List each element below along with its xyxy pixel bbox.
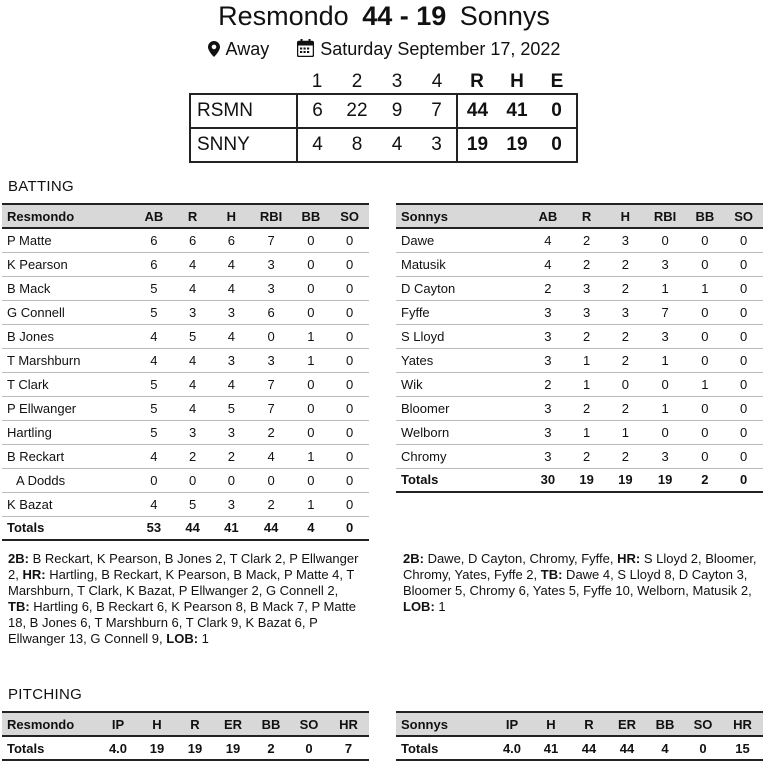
player-name: K Pearson bbox=[2, 252, 135, 276]
stat-cell: 4 bbox=[173, 276, 212, 300]
note-label: LOB: bbox=[166, 631, 199, 646]
stat-cell: 53 bbox=[135, 516, 174, 540]
stat-cell: 2 bbox=[529, 372, 568, 396]
stat-cell: 0 bbox=[330, 420, 369, 444]
stat-cell: 3 bbox=[251, 276, 292, 300]
stat-cell: 0 bbox=[685, 348, 724, 372]
stat-cell: 6 bbox=[251, 300, 292, 324]
stat-cell: 3 bbox=[173, 300, 212, 324]
note-label: TB: bbox=[540, 567, 563, 582]
errors-header: E bbox=[550, 70, 564, 92]
stat-cell: 44 bbox=[570, 736, 608, 760]
col-header: SO bbox=[724, 204, 763, 228]
batting-heading: BATTING bbox=[8, 178, 74, 195]
stat-cell: 2 bbox=[212, 444, 251, 468]
stat-cell: 3 bbox=[529, 348, 568, 372]
player-row bbox=[2, 444, 369, 468]
player-name: Wik bbox=[396, 372, 529, 396]
col-header: SO bbox=[330, 204, 369, 228]
stat-cell: 4 bbox=[529, 252, 568, 276]
player-row bbox=[2, 228, 369, 252]
stat-cell: 0 bbox=[724, 420, 763, 444]
final-score: 44 - 19 bbox=[362, 1, 447, 31]
stat-cell: 0 bbox=[251, 468, 292, 492]
stat-cell: 2 bbox=[606, 252, 645, 276]
stat-cell: 4 bbox=[291, 516, 330, 540]
stat-cell: 2 bbox=[252, 736, 290, 760]
stat-cell: 5 bbox=[135, 420, 174, 444]
col-header: BB bbox=[646, 712, 684, 736]
stat-cell: 3 bbox=[606, 228, 645, 252]
player-name: Yates bbox=[396, 348, 529, 372]
stat-cell: 2 bbox=[606, 348, 645, 372]
col-header: BB bbox=[291, 204, 330, 228]
home-team-name: Resmondo bbox=[218, 1, 349, 31]
game-meta bbox=[0, 38, 768, 62]
stat-cell: 0 bbox=[330, 348, 369, 372]
stat-cell: 0 bbox=[330, 324, 369, 348]
player-row bbox=[396, 420, 763, 444]
totals-row bbox=[396, 736, 763, 760]
inning-score: 8 bbox=[337, 128, 377, 162]
player-row bbox=[396, 276, 763, 300]
stat-cell: 4 bbox=[135, 348, 174, 372]
stat-cell: 3 bbox=[251, 252, 292, 276]
stat-cell: 0 bbox=[290, 736, 328, 760]
player-row bbox=[396, 324, 763, 348]
totals-label: Totals bbox=[396, 468, 529, 492]
stat-cell: 2 bbox=[529, 276, 568, 300]
player-name: Dawe bbox=[396, 228, 529, 252]
stat-cell: 1 bbox=[567, 348, 606, 372]
stat-cell: 2 bbox=[606, 396, 645, 420]
inning-header: 3 bbox=[391, 70, 403, 92]
stat-cell: 5 bbox=[135, 372, 174, 396]
batting-notes-resmondo bbox=[8, 551, 360, 647]
stat-cell: 6 bbox=[212, 228, 251, 252]
col-header: HR bbox=[722, 712, 763, 736]
player-row bbox=[2, 492, 369, 516]
player-name: Chromy bbox=[396, 444, 529, 468]
stat-cell: 19 bbox=[138, 736, 176, 760]
inning-score: 4 bbox=[377, 128, 417, 162]
stat-cell: 0 bbox=[685, 324, 724, 348]
player-name: P Ellwanger bbox=[2, 396, 135, 420]
stat-cell: 0 bbox=[724, 228, 763, 252]
col-header: ER bbox=[214, 712, 252, 736]
player-name: B Jones bbox=[2, 324, 135, 348]
stat-cell: 2 bbox=[606, 324, 645, 348]
batting-notes-sonnys bbox=[403, 551, 763, 615]
player-name: G Connell bbox=[2, 300, 135, 324]
errors-total: 0 bbox=[537, 128, 577, 162]
stat-cell: 6 bbox=[135, 252, 174, 276]
stat-cell: 5 bbox=[135, 300, 174, 324]
stat-cell: 0 bbox=[330, 252, 369, 276]
totals-label: Totals bbox=[396, 736, 492, 760]
player-row bbox=[2, 468, 369, 492]
stat-cell: 7 bbox=[251, 228, 292, 252]
pitching-team-header: Resmondo bbox=[2, 712, 98, 736]
stat-cell: 4 bbox=[212, 252, 251, 276]
stat-cell: 4 bbox=[212, 324, 251, 348]
player-name: Fyffe bbox=[396, 300, 529, 324]
stat-cell: 7 bbox=[328, 736, 369, 760]
stat-cell: 0 bbox=[645, 420, 686, 444]
stat-cell: 0 bbox=[724, 276, 763, 300]
stat-cell: 3 bbox=[173, 420, 212, 444]
inning-score: 9 bbox=[377, 94, 417, 128]
hits-header: H bbox=[510, 70, 524, 92]
stat-cell: 0 bbox=[291, 300, 330, 324]
stat-cell: 2 bbox=[606, 276, 645, 300]
stat-cell: 0 bbox=[251, 324, 292, 348]
col-header: R bbox=[176, 712, 214, 736]
stat-cell: 0 bbox=[330, 492, 369, 516]
stat-cell: 3 bbox=[606, 300, 645, 324]
player-row bbox=[2, 348, 369, 372]
stat-cell: 0 bbox=[724, 444, 763, 468]
pitching-heading: PITCHING bbox=[8, 686, 83, 703]
stat-cell: 0 bbox=[724, 468, 763, 492]
inning-header: 1 bbox=[311, 70, 323, 92]
stat-cell: 0 bbox=[685, 300, 724, 324]
player-row bbox=[2, 420, 369, 444]
note-label: TB: bbox=[8, 599, 30, 614]
col-header: SO bbox=[684, 712, 722, 736]
stat-cell: 1 bbox=[606, 420, 645, 444]
stat-cell: 7 bbox=[251, 396, 292, 420]
stat-cell: 19 bbox=[214, 736, 252, 760]
stat-cell: 3 bbox=[212, 492, 251, 516]
note-text: B Reckart, K Pearson, B Jones 2, T Clark 2, P Ellwanger 2, bbox=[8, 551, 359, 582]
stat-cell: 2 bbox=[567, 324, 606, 348]
stat-cell: 19 bbox=[567, 468, 606, 492]
stat-cell: 0 bbox=[684, 736, 722, 760]
stat-cell: 3 bbox=[645, 444, 686, 468]
stat-cell: 4 bbox=[173, 372, 212, 396]
player-name: B Mack bbox=[2, 276, 135, 300]
stat-cell: 6 bbox=[135, 228, 174, 252]
stat-cell: 0 bbox=[173, 468, 212, 492]
col-header: H bbox=[532, 712, 570, 736]
stat-cell: 4 bbox=[135, 444, 174, 468]
stat-cell: 3 bbox=[567, 276, 606, 300]
stat-cell: 5 bbox=[135, 276, 174, 300]
stat-cell: 3 bbox=[212, 300, 251, 324]
errors-total: 0 bbox=[537, 94, 577, 128]
stat-cell: 0 bbox=[291, 468, 330, 492]
player-name: A Dodds bbox=[2, 468, 135, 492]
inning-score: 6 bbox=[297, 94, 337, 128]
linescore-row bbox=[190, 128, 577, 162]
stat-cell: 44 bbox=[251, 516, 292, 540]
stat-cell: 0 bbox=[685, 228, 724, 252]
note-text: 1 bbox=[434, 599, 446, 614]
stat-cell: 1 bbox=[685, 372, 724, 396]
col-header: BB bbox=[252, 712, 290, 736]
stat-cell: 3 bbox=[529, 300, 568, 324]
stat-cell: 1 bbox=[685, 276, 724, 300]
player-row bbox=[2, 276, 369, 300]
stat-cell: 2 bbox=[251, 492, 292, 516]
stat-cell: 3 bbox=[529, 444, 568, 468]
pitching-table-resmondo bbox=[2, 711, 369, 761]
stat-cell: 0 bbox=[685, 396, 724, 420]
linescore-row bbox=[190, 94, 577, 128]
stat-cell: 4 bbox=[173, 396, 212, 420]
stat-cell: 1 bbox=[567, 420, 606, 444]
stat-cell: 2 bbox=[606, 444, 645, 468]
player-row bbox=[396, 372, 763, 396]
player-row bbox=[396, 444, 763, 468]
totals-label: Totals bbox=[2, 516, 135, 540]
stat-cell: 3 bbox=[212, 348, 251, 372]
stat-cell: 0 bbox=[724, 300, 763, 324]
hits-total: 41 bbox=[497, 94, 537, 128]
note-label: 2B: bbox=[8, 551, 29, 566]
stat-cell: 0 bbox=[724, 348, 763, 372]
batting-team-header: Resmondo bbox=[2, 204, 135, 228]
player-row bbox=[396, 228, 763, 252]
note-text: Dawe 4, S Lloyd 8, D Cayton 3, Bloomer 5, Chromy 6, Yates 5, Fyffe 10, Welborn, Matusik 2, bbox=[403, 567, 752, 598]
runs-total: 44 bbox=[457, 94, 497, 128]
player-row bbox=[2, 324, 369, 348]
stat-cell: 0 bbox=[291, 276, 330, 300]
note-text: Hartling 6, B Reckart 6, K Pearson 8, B Mack 7, P Matte 18, B Jones 6, T Marshburn 6, T Clark 9, K Bazat 6, P Ellwanger 13, G Connell 9, bbox=[8, 599, 357, 646]
stat-cell: 41 bbox=[532, 736, 570, 760]
stat-cell: 1 bbox=[291, 324, 330, 348]
stat-cell: 0 bbox=[330, 228, 369, 252]
stat-cell: 30 bbox=[529, 468, 568, 492]
inning-score: 7 bbox=[417, 94, 457, 128]
stat-cell: 3 bbox=[567, 300, 606, 324]
player-row bbox=[396, 396, 763, 420]
note-label: HR: bbox=[617, 551, 641, 566]
stat-cell: 7 bbox=[251, 372, 292, 396]
calendar-icon bbox=[297, 39, 314, 62]
runs-total: 19 bbox=[457, 128, 497, 162]
col-header: HR bbox=[328, 712, 369, 736]
stat-cell: 5 bbox=[173, 492, 212, 516]
stat-cell: 0 bbox=[685, 420, 724, 444]
inning-header: 2 bbox=[351, 70, 363, 92]
stat-cell: 4 bbox=[212, 276, 251, 300]
stat-cell: 19 bbox=[645, 468, 686, 492]
stat-cell: 0 bbox=[291, 252, 330, 276]
stat-cell: 44 bbox=[173, 516, 212, 540]
stat-cell: 41 bbox=[212, 516, 251, 540]
player-name: Bloomer bbox=[396, 396, 529, 420]
col-header: H bbox=[138, 712, 176, 736]
player-name: T Marshburn bbox=[2, 348, 135, 372]
stat-cell: 15 bbox=[722, 736, 763, 760]
stat-cell: 0 bbox=[291, 228, 330, 252]
player-name: T Clark bbox=[2, 372, 135, 396]
location-text: Away bbox=[225, 39, 270, 59]
stat-cell: 2 bbox=[685, 468, 724, 492]
stat-cell: 4 bbox=[529, 228, 568, 252]
stat-cell: 4 bbox=[173, 348, 212, 372]
stat-cell: 3 bbox=[212, 420, 251, 444]
batting-table-sonnys bbox=[396, 203, 763, 493]
stat-cell: 2 bbox=[567, 444, 606, 468]
stat-cell: 0 bbox=[606, 372, 645, 396]
stat-cell: 3 bbox=[251, 348, 292, 372]
col-header: ER bbox=[608, 712, 646, 736]
game-title bbox=[0, 1, 768, 31]
note-text: S Lloyd 2, Bloomer, Chromy, Yates, Fyffe 2, bbox=[403, 551, 757, 582]
player-name: S Lloyd bbox=[396, 324, 529, 348]
stat-cell: 1 bbox=[645, 348, 686, 372]
player-row bbox=[396, 348, 763, 372]
col-header: AB bbox=[529, 204, 568, 228]
inning-header: 4 bbox=[431, 70, 443, 92]
stat-cell: 1 bbox=[291, 444, 330, 468]
stat-cell: 5 bbox=[212, 396, 251, 420]
stat-cell: 0 bbox=[330, 516, 369, 540]
player-row bbox=[2, 252, 369, 276]
stat-cell: 1 bbox=[291, 492, 330, 516]
stat-cell: 4 bbox=[135, 492, 174, 516]
stat-cell: 2 bbox=[251, 420, 292, 444]
player-name: Matusik bbox=[396, 252, 529, 276]
col-header: AB bbox=[135, 204, 174, 228]
totals-label: Totals bbox=[2, 736, 98, 760]
stat-cell: 4.0 bbox=[492, 736, 532, 760]
stat-cell: 0 bbox=[685, 252, 724, 276]
stat-cell: 44 bbox=[608, 736, 646, 760]
totals-row bbox=[2, 736, 369, 760]
stat-cell: 4 bbox=[212, 372, 251, 396]
inning-score: 4 bbox=[297, 128, 337, 162]
game-date: Saturday September 17, 2022 bbox=[320, 39, 561, 59]
stat-cell: 0 bbox=[291, 372, 330, 396]
stat-cell: 0 bbox=[685, 444, 724, 468]
col-header: H bbox=[606, 204, 645, 228]
stat-cell: 4 bbox=[646, 736, 684, 760]
stat-cell: 0 bbox=[645, 228, 686, 252]
col-header: R bbox=[173, 204, 212, 228]
linescore-team: SNNY bbox=[190, 128, 297, 162]
stat-cell: 19 bbox=[176, 736, 214, 760]
player-name: P Matte bbox=[2, 228, 135, 252]
stat-cell: 5 bbox=[135, 396, 174, 420]
note-label: LOB: bbox=[403, 599, 435, 614]
stat-cell: 2 bbox=[567, 252, 606, 276]
linescore-team: RSMN bbox=[190, 94, 297, 128]
col-header: R bbox=[567, 204, 606, 228]
player-name: Hartling bbox=[2, 420, 135, 444]
stat-cell: 0 bbox=[330, 276, 369, 300]
player-name: D Cayton bbox=[396, 276, 529, 300]
col-header: IP bbox=[98, 712, 138, 736]
player-name: B Reckart bbox=[2, 444, 135, 468]
player-row bbox=[396, 300, 763, 324]
totals-row bbox=[396, 468, 763, 492]
stat-cell: 0 bbox=[330, 444, 369, 468]
player-row bbox=[396, 252, 763, 276]
batting-table-resmondo bbox=[2, 203, 369, 541]
note-text: 1 bbox=[198, 631, 209, 646]
stat-cell: 3 bbox=[529, 420, 568, 444]
stat-cell: 1 bbox=[291, 348, 330, 372]
stat-cell: 2 bbox=[567, 228, 606, 252]
note-label: 2B: bbox=[403, 551, 424, 566]
col-header: SO bbox=[290, 712, 328, 736]
stat-cell: 0 bbox=[212, 468, 251, 492]
stat-cell: 0 bbox=[724, 324, 763, 348]
stat-cell: 4.0 bbox=[98, 736, 138, 760]
stat-cell: 0 bbox=[330, 468, 369, 492]
col-header: RBI bbox=[251, 204, 292, 228]
stat-cell: 3 bbox=[645, 324, 686, 348]
stat-cell: 2 bbox=[173, 444, 212, 468]
note-text: Hartling, B Reckart, K Pearson, B Mack, P Matte 4, T Marshburn, T Clark, K Bazat, P Ellwanger 2, G Connell 2, bbox=[8, 567, 355, 598]
col-header: R bbox=[570, 712, 608, 736]
stat-cell: 5 bbox=[173, 324, 212, 348]
stat-cell: 0 bbox=[291, 396, 330, 420]
pitching-team-header: Sonnys bbox=[396, 712, 492, 736]
stat-cell: 0 bbox=[330, 372, 369, 396]
stat-cell: 0 bbox=[724, 252, 763, 276]
stat-cell: 2 bbox=[567, 396, 606, 420]
player-row bbox=[2, 300, 369, 324]
stat-cell: 7 bbox=[645, 300, 686, 324]
col-header: IP bbox=[492, 712, 532, 736]
stat-cell: 0 bbox=[135, 468, 174, 492]
stat-cell: 0 bbox=[724, 372, 763, 396]
stat-cell: 0 bbox=[645, 372, 686, 396]
player-name: Welborn bbox=[396, 420, 529, 444]
stat-cell: 0 bbox=[330, 300, 369, 324]
away-team-name: Sonnys bbox=[459, 1, 550, 31]
inning-score: 22 bbox=[337, 94, 377, 128]
stat-cell: 0 bbox=[330, 396, 369, 420]
inning-score: 3 bbox=[417, 128, 457, 162]
stat-cell: 0 bbox=[291, 420, 330, 444]
player-row bbox=[2, 396, 369, 420]
stat-cell: 4 bbox=[135, 324, 174, 348]
stat-cell: 0 bbox=[724, 396, 763, 420]
stat-cell: 4 bbox=[251, 444, 292, 468]
runs-header: R bbox=[470, 70, 484, 92]
col-header: H bbox=[212, 204, 251, 228]
player-name: K Bazat bbox=[2, 492, 135, 516]
stat-cell: 1 bbox=[645, 396, 686, 420]
stat-cell: 3 bbox=[529, 396, 568, 420]
pitching-table-sonnys bbox=[396, 711, 763, 761]
col-header: RBI bbox=[645, 204, 686, 228]
linescore-table bbox=[189, 70, 578, 163]
stat-cell: 6 bbox=[173, 228, 212, 252]
player-row bbox=[2, 372, 369, 396]
note-text: Dawe, D Cayton, Chromy, Fyffe, bbox=[423, 551, 618, 566]
hits-total: 19 bbox=[497, 128, 537, 162]
batting-team-header: Sonnys bbox=[396, 204, 529, 228]
note-label: HR: bbox=[22, 567, 46, 582]
totals-row bbox=[2, 516, 369, 540]
col-header: BB bbox=[685, 204, 724, 228]
stat-cell: 1 bbox=[567, 372, 606, 396]
stat-cell: 1 bbox=[645, 276, 686, 300]
stat-cell: 19 bbox=[606, 468, 645, 492]
stat-cell: 3 bbox=[529, 324, 568, 348]
location-pin-icon bbox=[208, 40, 220, 62]
stat-cell: 4 bbox=[173, 252, 212, 276]
stat-cell: 3 bbox=[645, 252, 686, 276]
